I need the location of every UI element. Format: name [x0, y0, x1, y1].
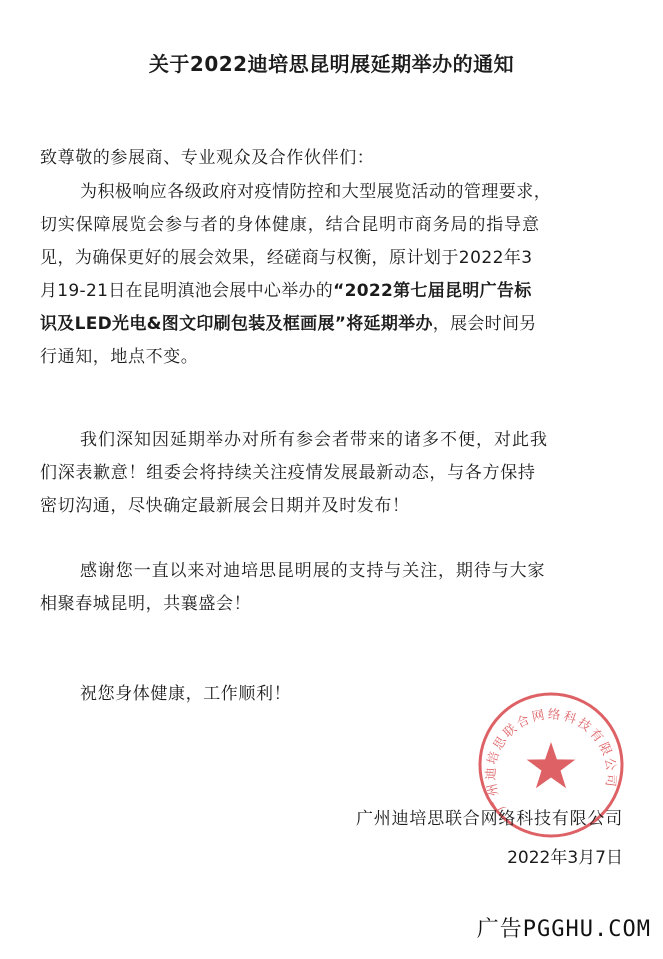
p1-line: 切实保障展览会参与者的身体健康，结合昆明市商务局的指导意	[40, 215, 540, 235]
paragraph-1	[40, 176, 635, 374]
p1-bold-end: 识及LED光电&图文印刷包装及框画展”将延期举办	[40, 314, 433, 334]
p1-text: ，展会时间另	[432, 314, 537, 334]
p1-line: 为积极响应各级政府对疫情防控和大型展览活动的管理要求，	[80, 182, 552, 202]
notice-date: 2022年3月7日	[507, 848, 623, 868]
p3-line: 感谢您一直以来对迪培思昆明展的支持与关注，期待与大家	[80, 561, 546, 581]
seal-text: 广州迪培思联合网络科技有限公司	[482, 706, 620, 815]
p1-line: 见，为确保更好的展会效果，经磋商与权衡，原计划于2022年3	[40, 248, 533, 268]
p1-line: 行通知，地点不变。	[40, 347, 199, 367]
p2-line: 们深表歉意！组委会将持续关注疫情发展最新动态，与各方保持	[40, 463, 536, 483]
watermark: 广告PGGHU.COM	[476, 917, 651, 942]
greeting: 致尊敬的参展商、专业观众及合作伙伴们：	[40, 148, 375, 168]
p1-line	[40, 275, 635, 308]
p2-line: 密切沟通，尽快确定最新展会日期并及时发布！	[40, 496, 410, 516]
closing-wish: 祝您身体健康，工作顺利！	[80, 684, 292, 704]
p1-bold-start: “2022第七届昆明广告标	[333, 281, 532, 301]
seal-star-icon	[527, 742, 576, 788]
company-name: 广州迪培思联合网络科技有限公司	[356, 809, 623, 829]
p1-text: 月19-21日在昆明滇池会展中心举办的	[40, 281, 334, 301]
p2-line: 我们深知因延期举办对所有参会者带来的诸多不便，对此我	[80, 430, 548, 450]
paragraph-2	[40, 424, 635, 523]
p3-line: 相聚春城昆明，共襄盛会！	[40, 594, 252, 614]
paragraph-3	[40, 555, 635, 621]
p1-line	[40, 308, 635, 341]
notice-title: 关于2022迪培思昆明展延期举办的通知	[148, 52, 515, 76]
